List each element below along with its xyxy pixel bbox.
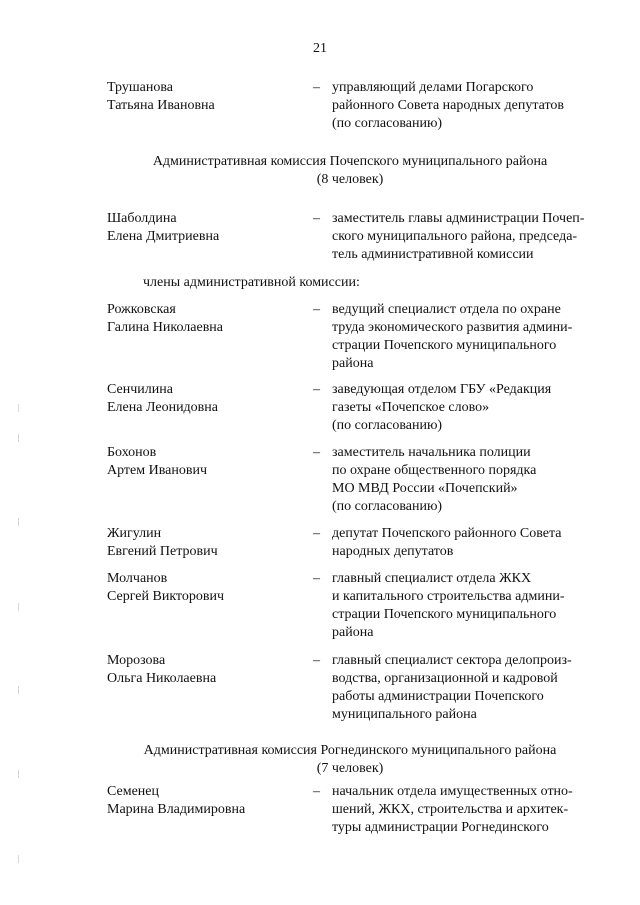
position-description: [332, 570, 597, 642]
description-line: водства, организационной и кадровой: [332, 671, 558, 686]
given-names: Елена Леонидовна: [107, 400, 218, 415]
person-name: [107, 301, 297, 337]
dash: –: [313, 382, 320, 397]
surname: Рожковская: [107, 302, 176, 317]
dash: –: [313, 302, 320, 317]
description-line: главный специалист отдела ЖКХ: [332, 571, 532, 586]
description-line: работы администрации Почепского: [332, 689, 544, 704]
description-line: районного Совета народных депутатов: [332, 98, 565, 113]
scan-mark: [18, 404, 19, 412]
description-line: района: [332, 625, 374, 640]
description-line: начальник отдела имущественных отно-: [332, 784, 573, 799]
given-names: Артем Иванович: [107, 463, 208, 478]
surname: Шаболдина: [107, 211, 177, 226]
scan-mark: [18, 603, 19, 611]
position-description: [332, 444, 597, 516]
section-count: (8 человек): [316, 172, 384, 187]
description-line: шений, ЖКХ, строительства и архитек-: [332, 802, 569, 817]
section-heading-rognedino: [0, 742, 640, 778]
surname: Морозова: [107, 653, 166, 668]
description-line: газеты «Почепское слово»: [332, 400, 490, 415]
position-description: [332, 783, 597, 837]
description-line: МО МВД России «Почепский»: [332, 481, 518, 496]
surname: Семенец: [107, 784, 159, 799]
given-names: Марина Владимировна: [107, 802, 246, 817]
description-line: (по согласованию): [332, 499, 443, 514]
section-heading-pochep: [0, 153, 640, 189]
description-line: по охране общественного порядка: [332, 463, 537, 478]
description-line: депутат Почепского районного Совета: [332, 526, 562, 541]
scan-mark: [18, 686, 19, 694]
person-name: [107, 652, 297, 688]
given-names: Татьяна Ивановна: [107, 98, 215, 113]
position-description: [332, 79, 597, 133]
surname: Сенчилина: [107, 382, 173, 397]
scan-mark: [18, 770, 19, 778]
description-line: и капитального строительства админи-: [332, 589, 565, 604]
description-line: заместитель начальника полиции: [332, 445, 531, 460]
dash: –: [313, 571, 320, 586]
dash: –: [313, 784, 320, 799]
dash: –: [313, 653, 320, 668]
description-line: тель административной комиссии: [332, 247, 534, 262]
position-description: [332, 210, 597, 264]
description-line: района: [332, 356, 374, 371]
person-name: [107, 783, 297, 819]
dash: –: [313, 80, 320, 95]
position-description: [332, 381, 597, 435]
person-name: [107, 525, 297, 561]
description-line: ского муниципального района, председа-: [332, 229, 578, 244]
given-names: Елена Дмитриевна: [107, 229, 220, 244]
surname: Жигулин: [107, 526, 162, 541]
members-label: члены административной комиссии:: [143, 275, 360, 290]
position-description: [332, 301, 597, 373]
surname: Трушанова: [107, 80, 173, 95]
scan-mark: [18, 855, 19, 863]
person-name: [107, 570, 297, 606]
description-line: заведующая отделом ГБУ «Редакция: [332, 382, 552, 397]
description-line: страции Почепского муниципального: [332, 607, 557, 622]
description-line: труда экономического развития админи-: [332, 320, 573, 335]
description-line: управляющий делами Погарского: [332, 80, 534, 95]
given-names: Галина Николаевна: [107, 320, 224, 335]
dash: –: [313, 526, 320, 541]
description-line: страции Почепского муниципального: [332, 338, 557, 353]
person-name: [107, 444, 297, 480]
dash: –: [313, 445, 320, 460]
scan-mark: [18, 434, 19, 442]
section-count: (7 человек): [316, 761, 384, 776]
dash: –: [313, 211, 320, 226]
given-names: Сергей Викторович: [107, 589, 225, 604]
person-name: [107, 210, 297, 246]
description-line: муниципального района: [332, 707, 477, 722]
description-line: ведущий специалист отдела по охране: [332, 302, 561, 317]
description-line: народных депутатов: [332, 544, 454, 559]
section-title: Административная комиссия Почепского муниципального района: [152, 154, 548, 169]
given-names: Евгений Петрович: [107, 544, 218, 559]
surname: Бохонов: [107, 445, 157, 460]
surname: Молчанов: [107, 571, 168, 586]
position-description: [332, 652, 597, 724]
description-line: (по согласованию): [332, 116, 443, 131]
person-name: [107, 79, 297, 115]
scan-mark: [18, 518, 19, 526]
description-line: заместитель главы администрации Почеп-: [332, 211, 585, 226]
position-description: [332, 525, 597, 561]
person-name: [107, 381, 297, 417]
given-names: Ольга Николаевна: [107, 671, 217, 686]
description-line: туры администрации Рогнединского: [332, 820, 549, 835]
description-line: (по согласованию): [332, 418, 443, 433]
page-number: 21: [313, 41, 327, 56]
section-title: Административная комиссия Рогнединского муниципального района: [143, 743, 557, 758]
description-line: главный специалист сектора делопроиз-: [332, 653, 572, 668]
